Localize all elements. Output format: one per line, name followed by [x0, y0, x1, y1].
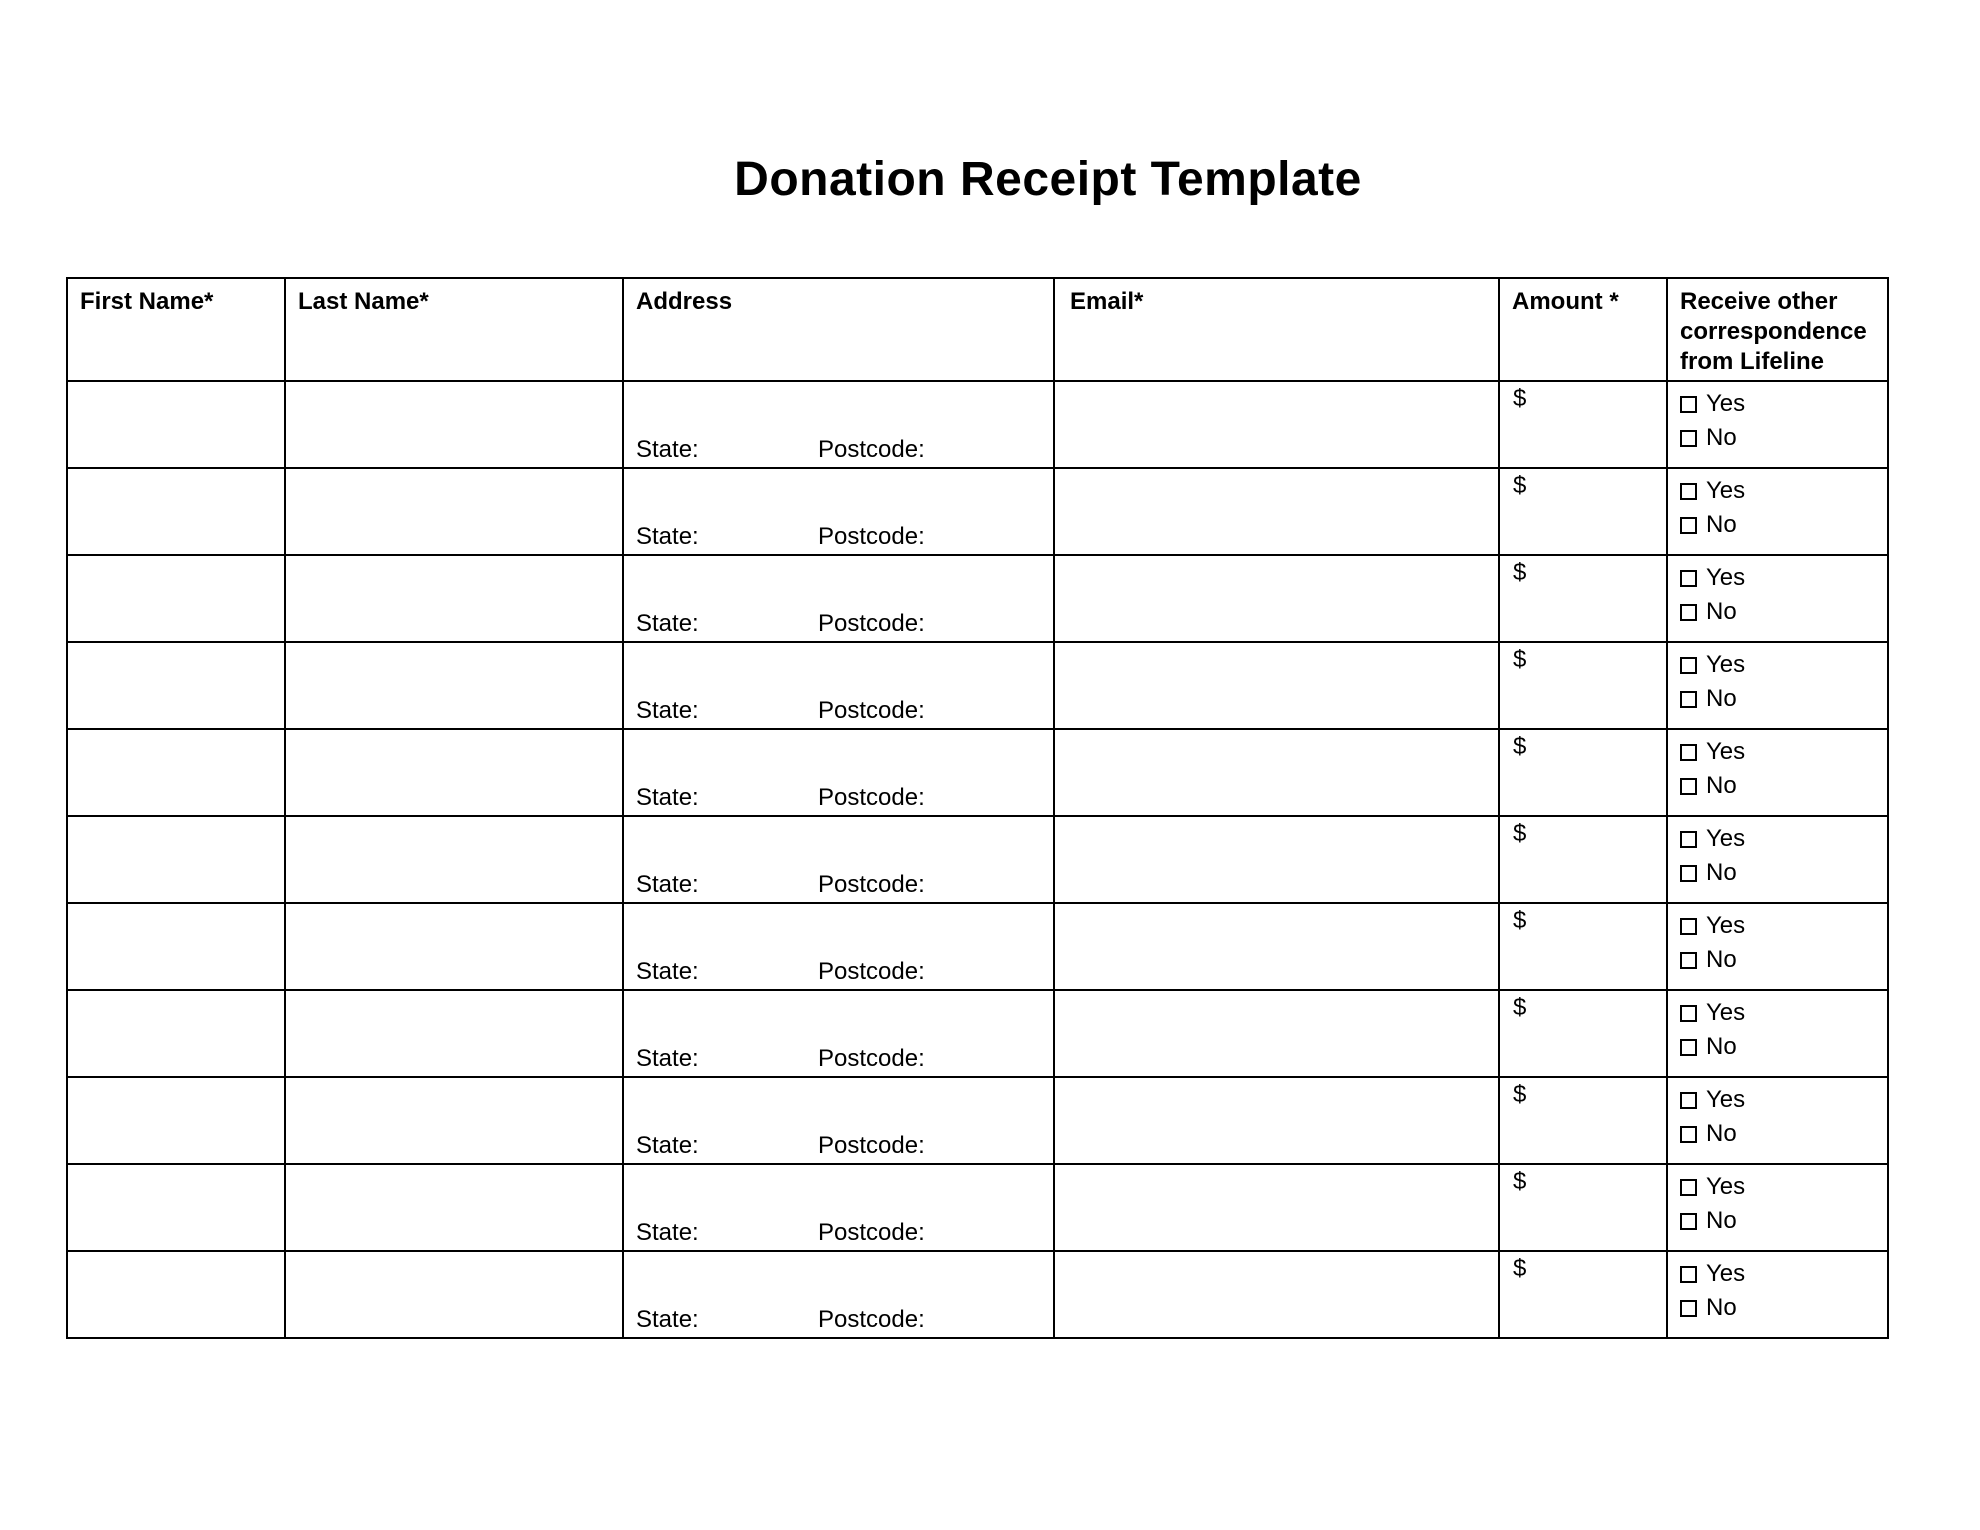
address-cell[interactable] [623, 903, 1054, 990]
yes-checkbox-icon[interactable] [1680, 1092, 1697, 1109]
last-name-cell[interactable] [285, 729, 623, 816]
no-checkbox-icon[interactable] [1680, 1213, 1697, 1230]
receive-no-option[interactable] [1680, 682, 1887, 716]
receive-cell [1667, 729, 1888, 816]
postcode-label: Postcode: [818, 1306, 925, 1333]
table-row [67, 642, 1888, 729]
first-name-cell[interactable] [67, 729, 285, 816]
email-cell[interactable] [1054, 642, 1499, 729]
yes-checkbox-icon[interactable] [1680, 483, 1697, 500]
state-label: State: [636, 784, 699, 811]
state-label: State: [636, 871, 699, 898]
table-row [67, 468, 1888, 555]
postcode-label: Postcode: [818, 610, 925, 637]
amount-cell[interactable] [1499, 903, 1667, 990]
yes-checkbox-icon[interactable] [1680, 918, 1697, 935]
table-row [67, 729, 1888, 816]
email-cell[interactable] [1054, 1251, 1499, 1338]
last-name-cell[interactable] [285, 1077, 623, 1164]
state-label: State: [636, 1045, 699, 1072]
currency-symbol: $ [1513, 472, 1527, 499]
currency-symbol: $ [1513, 820, 1527, 847]
receive-yes-option[interactable] [1680, 822, 1887, 856]
receive-cell [1667, 1164, 1888, 1251]
amount-cell[interactable] [1499, 1164, 1667, 1251]
email-cell[interactable] [1054, 903, 1499, 990]
receive-no-option[interactable] [1680, 943, 1887, 977]
yes-checkbox-icon[interactable] [1680, 396, 1697, 413]
col-header-last-name: Last Name* [285, 278, 623, 381]
header-row [67, 278, 1888, 381]
receive-no-option[interactable] [1680, 1117, 1887, 1151]
table-body [67, 381, 1888, 1338]
yes-option-label: Yes [1706, 1260, 1746, 1287]
address-cell[interactable] [623, 468, 1054, 555]
yes-checkbox-icon[interactable] [1680, 1266, 1697, 1283]
no-option-label: No [1706, 1120, 1737, 1147]
donation-receipt-table [66, 277, 1889, 1339]
state-label: State: [636, 958, 699, 985]
receive-yes-option[interactable] [1680, 1083, 1887, 1117]
receive-no-option[interactable] [1680, 769, 1887, 803]
last-name-cell[interactable] [285, 816, 623, 903]
receive-no-option[interactable] [1680, 1204, 1887, 1238]
no-checkbox-icon[interactable] [1680, 778, 1697, 795]
yes-option-label: Yes [1706, 1173, 1746, 1200]
last-name-cell[interactable] [285, 555, 623, 642]
col-header-email: Email* [1054, 278, 1499, 381]
first-name-cell[interactable] [67, 816, 285, 903]
yes-checkbox-icon[interactable] [1680, 570, 1697, 587]
last-name-cell[interactable] [285, 468, 623, 555]
receive-yes-option[interactable] [1680, 735, 1887, 769]
receive-no-option[interactable] [1680, 595, 1887, 629]
first-name-cell[interactable] [67, 990, 285, 1077]
state-label: State: [636, 1306, 699, 1333]
postcode-label: Postcode: [818, 1219, 925, 1246]
postcode-label: Postcode: [818, 436, 925, 463]
receive-no-option[interactable] [1680, 421, 1887, 455]
last-name-cell[interactable] [285, 381, 623, 468]
last-name-cell[interactable] [285, 1164, 623, 1251]
no-option-label: No [1706, 1207, 1737, 1234]
currency-symbol: $ [1513, 1255, 1527, 1282]
receive-cell [1667, 903, 1888, 990]
first-name-cell[interactable] [67, 1251, 285, 1338]
postcode-label: Postcode: [818, 784, 925, 811]
receive-cell [1667, 381, 1888, 468]
address-cell[interactable] [623, 1077, 1054, 1164]
col-header-address: Address [623, 278, 1054, 381]
col-header-amount: Amount * [1499, 278, 1667, 381]
email-cell[interactable] [1054, 1077, 1499, 1164]
email-cell[interactable] [1054, 555, 1499, 642]
yes-option-label: Yes [1706, 738, 1746, 765]
postcode-label: Postcode: [818, 1132, 925, 1159]
last-name-cell[interactable] [285, 1251, 623, 1338]
currency-symbol: $ [1513, 907, 1527, 934]
address-cell[interactable] [623, 990, 1054, 1077]
yes-option-label: Yes [1706, 651, 1746, 678]
postcode-label: Postcode: [818, 697, 925, 724]
receive-yes-option[interactable] [1680, 387, 1887, 421]
table-row [67, 1164, 1888, 1251]
address-cell[interactable] [623, 555, 1054, 642]
postcode-label: Postcode: [818, 871, 925, 898]
yes-checkbox-icon[interactable] [1680, 744, 1697, 761]
address-cell[interactable] [623, 381, 1054, 468]
no-checkbox-icon[interactable] [1680, 952, 1697, 969]
last-name-cell[interactable] [285, 642, 623, 729]
receive-yes-option[interactable] [1680, 909, 1887, 943]
receive-no-option[interactable] [1680, 508, 1887, 542]
receive-cell [1667, 642, 1888, 729]
yes-checkbox-icon[interactable] [1680, 831, 1697, 848]
no-option-label: No [1706, 424, 1737, 451]
currency-symbol: $ [1513, 1081, 1527, 1108]
receive-yes-option[interactable] [1680, 561, 1887, 595]
currency-symbol: $ [1513, 733, 1527, 760]
no-option-label: No [1706, 772, 1737, 799]
first-name-cell[interactable] [67, 468, 285, 555]
yes-checkbox-icon[interactable] [1680, 1179, 1697, 1196]
email-cell[interactable] [1054, 381, 1499, 468]
address-cell[interactable] [623, 642, 1054, 729]
yes-checkbox-icon[interactable] [1680, 1005, 1697, 1022]
state-label: State: [636, 1132, 699, 1159]
address-cell[interactable] [623, 816, 1054, 903]
receive-cell [1667, 468, 1888, 555]
table-row [67, 555, 1888, 642]
email-cell[interactable] [1054, 1164, 1499, 1251]
no-checkbox-icon[interactable] [1680, 1039, 1697, 1056]
email-cell[interactable] [1054, 990, 1499, 1077]
receive-yes-option[interactable] [1680, 996, 1887, 1030]
yes-option-label: Yes [1706, 1086, 1746, 1113]
yes-option-label: Yes [1706, 825, 1746, 852]
amount-cell[interactable] [1499, 1251, 1667, 1338]
receive-cell [1667, 1077, 1888, 1164]
postcode-label: Postcode: [818, 1045, 925, 1072]
state-label: State: [636, 523, 699, 550]
postcode-label: Postcode: [818, 523, 925, 550]
receive-cell [1667, 555, 1888, 642]
receive-yes-option[interactable] [1680, 648, 1887, 682]
currency-symbol: $ [1513, 646, 1527, 673]
receive-no-option[interactable] [1680, 1030, 1887, 1064]
no-option-label: No [1706, 598, 1737, 625]
amount-cell[interactable] [1499, 381, 1667, 468]
email-cell[interactable] [1054, 816, 1499, 903]
no-option-label: No [1706, 946, 1737, 973]
first-name-cell[interactable] [67, 1164, 285, 1251]
amount-cell[interactable] [1499, 555, 1667, 642]
amount-cell[interactable] [1499, 1077, 1667, 1164]
receive-yes-option[interactable] [1680, 474, 1887, 508]
no-checkbox-icon[interactable] [1680, 865, 1697, 882]
no-option-label: No [1706, 511, 1737, 538]
yes-option-label: Yes [1706, 999, 1746, 1026]
first-name-cell[interactable] [67, 1077, 285, 1164]
no-checkbox-icon[interactable] [1680, 604, 1697, 621]
first-name-cell[interactable] [67, 381, 285, 468]
no-option-label: No [1706, 685, 1737, 712]
table-row [67, 990, 1888, 1077]
state-label: State: [636, 436, 699, 463]
amount-cell[interactable] [1499, 990, 1667, 1077]
no-checkbox-icon[interactable] [1680, 517, 1697, 534]
table-row [67, 1077, 1888, 1164]
currency-symbol: $ [1513, 994, 1527, 1021]
yes-checkbox-icon[interactable] [1680, 657, 1697, 674]
currency-symbol: $ [1513, 385, 1527, 412]
state-label: State: [636, 1219, 699, 1246]
table-row [67, 903, 1888, 990]
currency-symbol: $ [1513, 1168, 1527, 1195]
state-label: State: [636, 697, 699, 724]
table-row [67, 816, 1888, 903]
no-checkbox-icon[interactable] [1680, 430, 1697, 447]
receive-yes-option[interactable] [1680, 1170, 1887, 1204]
postcode-label: Postcode: [818, 958, 925, 985]
no-checkbox-icon[interactable] [1680, 1300, 1697, 1317]
receive-no-option[interactable] [1680, 856, 1887, 890]
no-option-label: No [1706, 859, 1737, 886]
email-cell[interactable] [1054, 729, 1499, 816]
first-name-cell[interactable] [67, 555, 285, 642]
first-name-cell[interactable] [67, 903, 285, 990]
table-row [67, 381, 1888, 468]
yes-option-label: Yes [1706, 564, 1746, 591]
yes-option-label: Yes [1706, 477, 1746, 504]
receive-cell [1667, 1251, 1888, 1338]
receive-cell [1667, 990, 1888, 1077]
yes-option-label: Yes [1706, 390, 1746, 417]
table-row [67, 1251, 1888, 1338]
address-cell[interactable] [623, 1164, 1054, 1251]
currency-symbol: $ [1513, 559, 1527, 586]
receive-cell [1667, 816, 1888, 903]
col-header-first-name: First Name* [67, 278, 285, 381]
no-option-label: No [1706, 1294, 1737, 1321]
col-header-receive-correspondence: Receive other correspondence from Lifeline [1667, 278, 1888, 381]
state-label: State: [636, 610, 699, 637]
no-checkbox-icon[interactable] [1680, 1126, 1697, 1143]
first-name-cell[interactable] [67, 642, 285, 729]
receive-yes-option[interactable] [1680, 1257, 1887, 1291]
amount-cell[interactable] [1499, 816, 1667, 903]
yes-option-label: Yes [1706, 912, 1746, 939]
receive-no-option[interactable] [1680, 1291, 1887, 1325]
no-option-label: No [1706, 1033, 1737, 1060]
address-cell[interactable] [623, 1251, 1054, 1338]
address-cell[interactable] [623, 729, 1054, 816]
amount-cell[interactable] [1499, 468, 1667, 555]
no-checkbox-icon[interactable] [1680, 691, 1697, 708]
last-name-cell[interactable] [285, 990, 623, 1077]
last-name-cell[interactable] [285, 903, 623, 990]
amount-cell[interactable] [1499, 729, 1667, 816]
email-cell[interactable] [1054, 468, 1499, 555]
amount-cell[interactable] [1499, 642, 1667, 729]
page-title: Donation Receipt Template [734, 153, 1362, 206]
